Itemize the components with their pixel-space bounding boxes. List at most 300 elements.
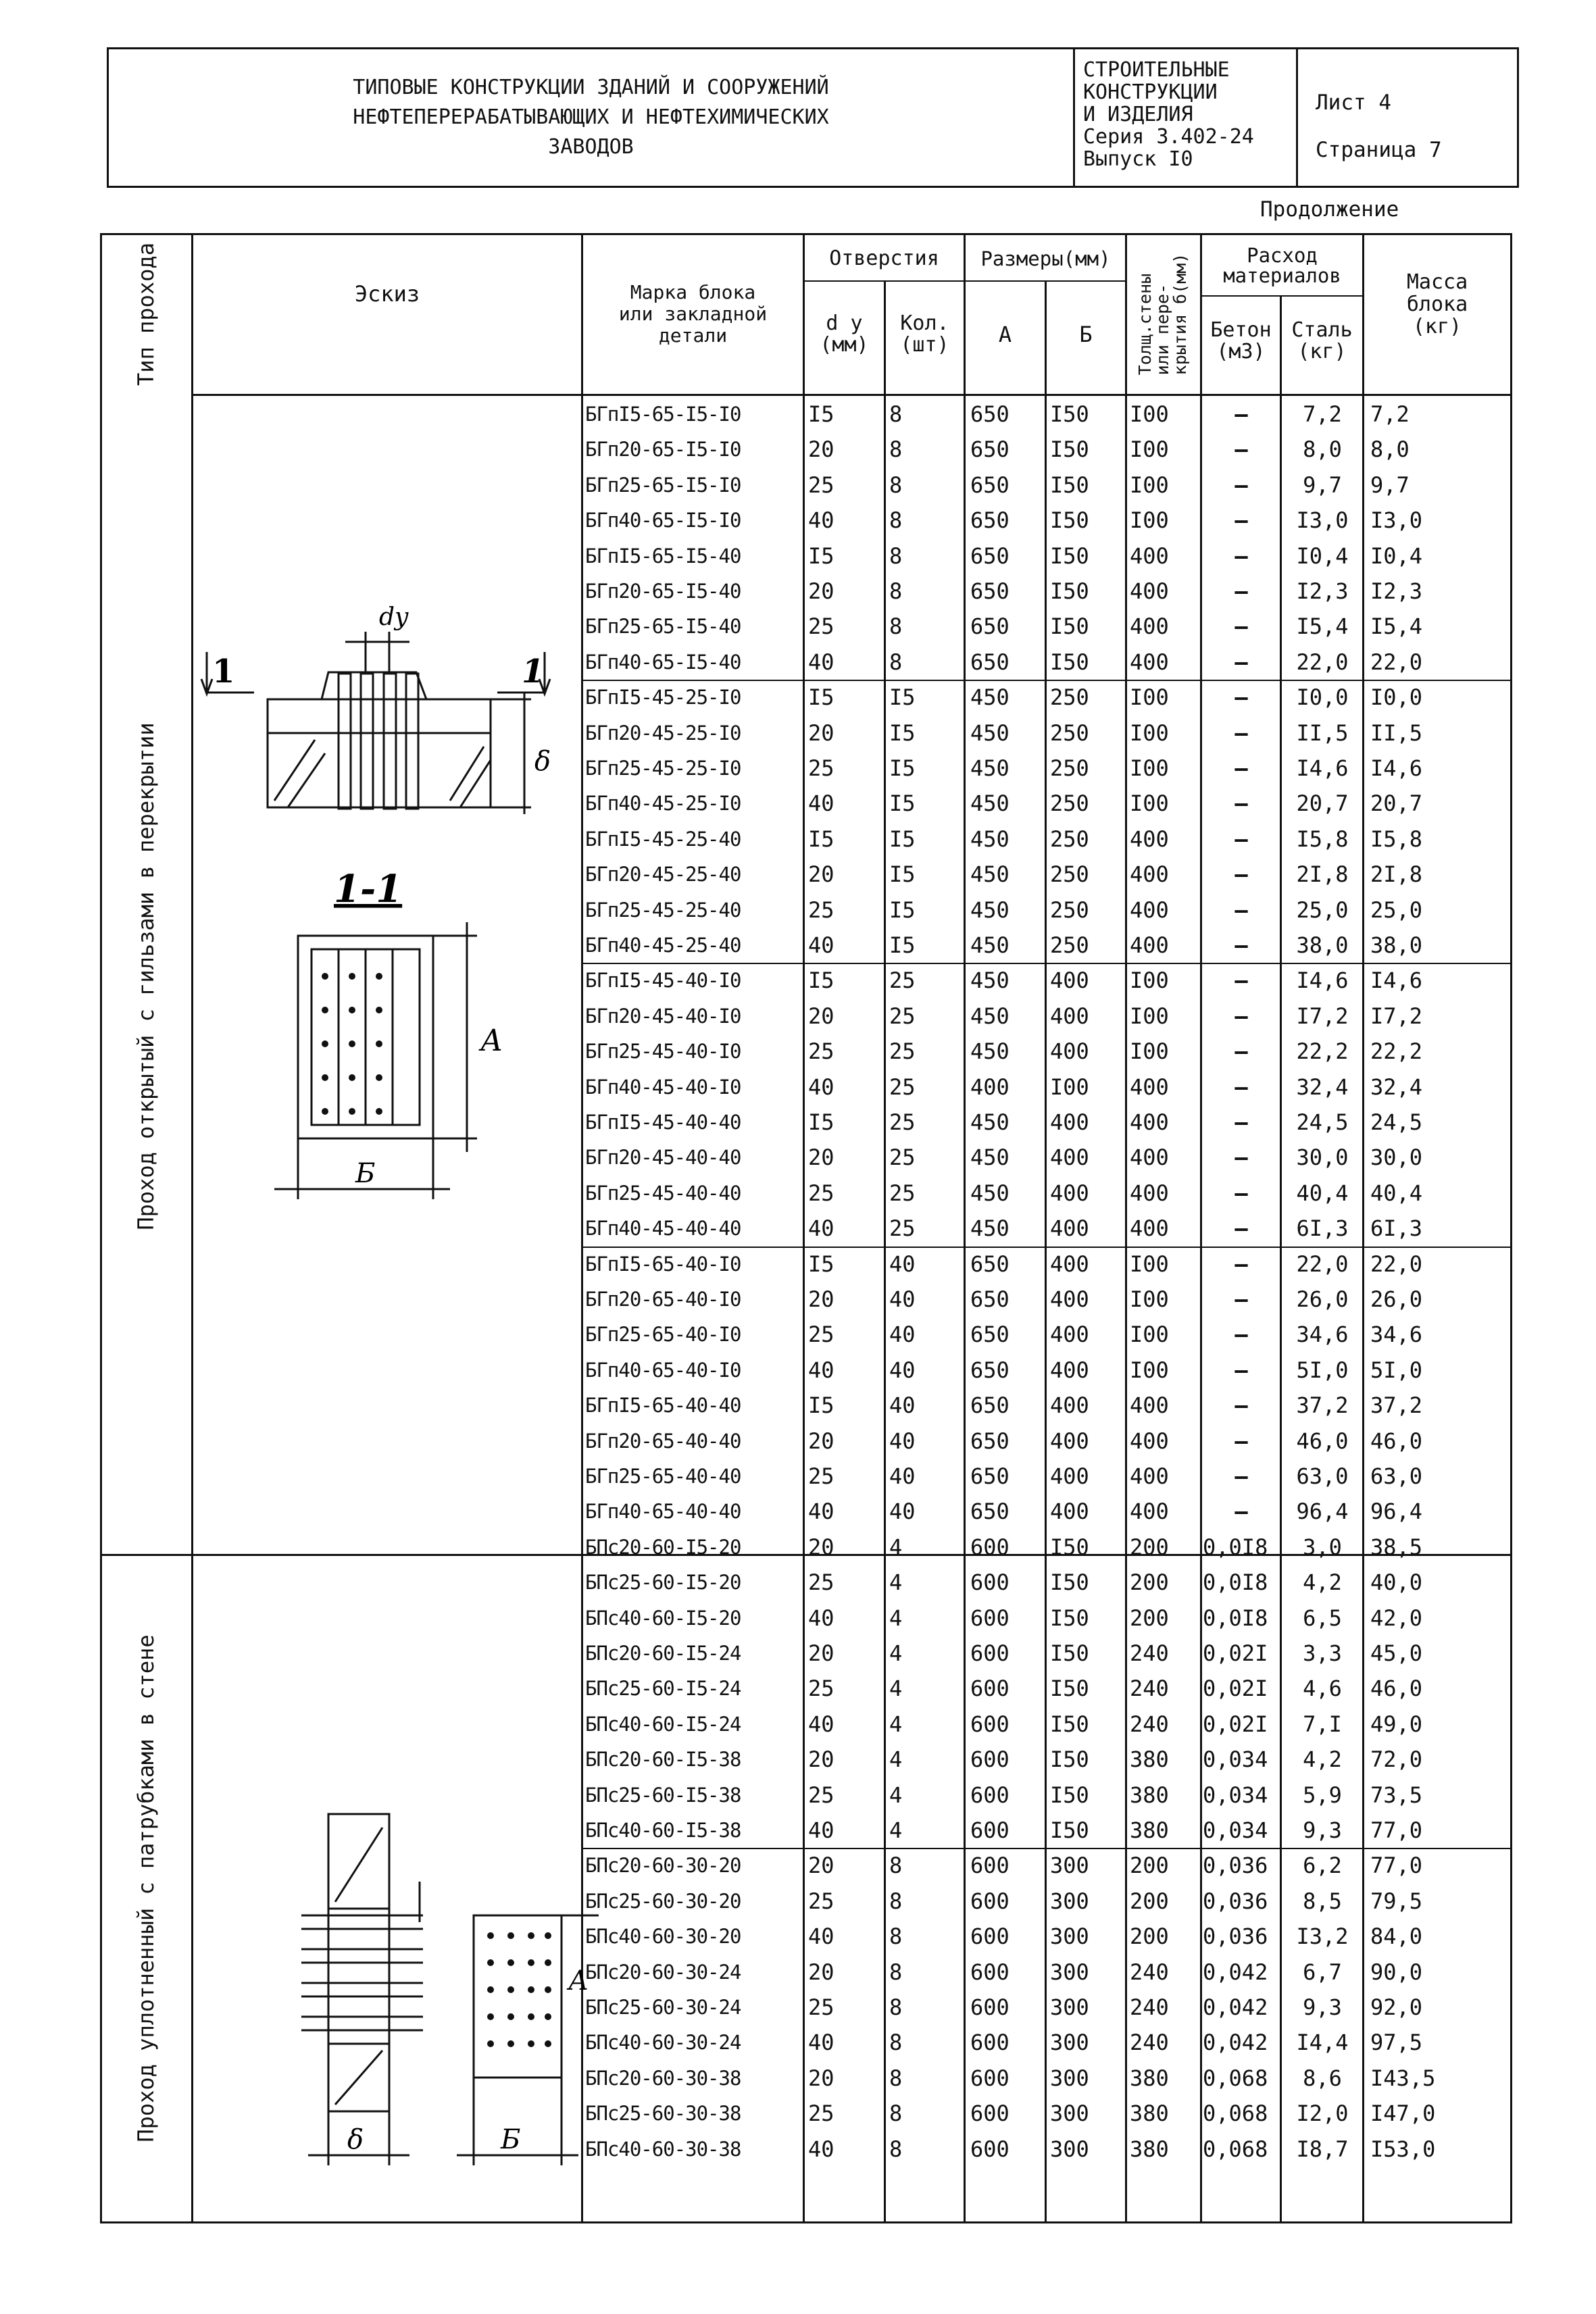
cell-dy: I5 [808,401,834,427]
header-consumption-line: Расход [1247,244,1318,267]
cell-dy: 25 [808,897,834,923]
cell-mass: 79,5 [1370,1888,1423,1914]
cell-a: 450 [970,755,1009,781]
cell-a: 450 [970,1180,1009,1206]
cell-steel: 37,2 [1296,1392,1349,1419]
cell-concrete: – [1235,1038,1248,1065]
cell-qty: I5 [889,720,916,746]
cell-concrete: – [1235,1463,1248,1489]
cell-mass: 25,0 [1370,897,1423,923]
cell-mass: 42,0 [1370,1605,1423,1631]
table-row [100,1247,1512,1282]
cell-mass: 72,0 [1370,1746,1423,1773]
cell-t: 240 [1130,1676,1169,1702]
cell-a: 600 [970,1817,1009,1843]
cell-qty: 4 [889,1569,903,1596]
cell-dy: I5 [808,543,834,569]
table-row [100,2025,1512,2060]
cell-qty: 8 [889,472,903,498]
cell-qty: 40 [889,1463,916,1489]
cell-a: 600 [970,2101,1009,2127]
cell-mass: I43,5 [1370,2065,1436,2091]
cell-mark: БПс20-60-30-24 [585,1960,741,1984]
cell-a: 600 [970,2136,1009,2162]
sheet-number: Лист 4 [1316,91,1391,115]
cell-b: 250 [1050,897,1089,923]
title-category [1075,49,1298,186]
cell-b: 400 [1050,1428,1089,1454]
cell-b: 400 [1050,1215,1089,1242]
cell-concrete: 0,036 [1203,1888,1268,1914]
cell-dy: 20 [808,1746,834,1773]
cell-concrete: 0,042 [1203,2030,1268,2056]
cell-qty: 8 [889,2065,903,2091]
cell-b: I50 [1050,543,1089,569]
cell-t: 400 [1130,1499,1169,1525]
cell-dy: 20 [808,720,834,746]
cell-b: I50 [1050,1746,1089,1773]
cell-concrete: – [1235,1145,1248,1171]
cell-a: 600 [970,1640,1009,1666]
table-row [100,1601,1512,1636]
cell-a: 450 [970,790,1009,817]
cell-qty: 25 [889,1003,916,1029]
cell-t: 400 [1130,826,1169,852]
cell-mass: 9,7 [1370,472,1410,498]
cell-a: 450 [970,1215,1009,1242]
cell-b: I50 [1050,1711,1089,1737]
cell-a: 600 [970,1923,1009,1950]
cell-mark: БПс40-60-30-38 [585,2137,741,2161]
cell-mark: БПс25-60-30-38 [585,2102,741,2126]
cell-a: 450 [970,1145,1009,1171]
header-qty-line: (шт) [900,333,949,357]
header-steel-line: Сталь [1291,318,1353,342]
cell-steel: 34,6 [1296,1322,1349,1348]
cell-mark: БГп20-45-25-40 [585,863,741,886]
cell-steel: I8,7 [1296,2136,1349,2162]
header-mark [583,274,803,355]
table-row [100,892,1512,928]
header-pass-type: Тип прохода [133,243,159,386]
cell-mass: 22,0 [1370,1251,1423,1277]
header-mass-line: блока [1406,292,1468,316]
category-line: Выпуск I0 [1083,147,1193,171]
cell-qty: 40 [889,1392,916,1419]
cell-dy: 25 [808,2101,834,2127]
cell-qty: 4 [889,1711,903,1737]
cell-steel: I7,2 [1296,1003,1349,1029]
header-concrete-line: Бетон [1210,318,1272,342]
header-holes: Отверстия [829,247,939,270]
table-row [100,1813,1512,1848]
cell-qty: 4 [889,1676,903,1702]
cell-steel: 30,0 [1296,1145,1349,1171]
cell-concrete: 0,042 [1203,1959,1268,1985]
cell-qty: 25 [889,967,916,994]
cell-a: 650 [970,472,1009,498]
table-row [100,1282,1512,1317]
cell-qty: 8 [889,2136,903,2162]
cell-a: 650 [970,1428,1009,1454]
cell-mass: I4,6 [1370,755,1423,781]
cell-qty: 8 [889,1923,903,1950]
cell-steel: 24,5 [1296,1109,1349,1135]
cell-mark: БПс40-60-30-24 [585,2031,741,2055]
cell-concrete: – [1235,861,1248,888]
cell-concrete: – [1235,436,1248,463]
cell-mark: БГп20-45-40-I0 [585,1004,741,1028]
header-qty-line: Кол. [900,311,949,335]
header-sketch: Эскиз [354,281,420,307]
cell-b: I50 [1050,507,1089,534]
cell-mark: БГп25-65-I5-40 [585,615,741,638]
cell-mass: 46,0 [1370,1676,1423,1702]
cell-dy: I5 [808,1251,834,1277]
cell-mass: 90,0 [1370,1959,1423,1985]
cell-b: I50 [1050,1676,1089,1702]
cell-mass: 84,0 [1370,1923,1423,1950]
cell-t: 380 [1130,2136,1169,2162]
cell-a: 600 [970,1888,1009,1914]
cell-dy: 25 [808,1994,834,2020]
cell-mass: 40,4 [1370,1180,1423,1206]
cell-concrete: – [1235,1251,1248,1277]
cell-qty: I5 [889,826,916,852]
cell-b: 300 [1050,1959,1089,1985]
cell-mass: 7,2 [1370,401,1410,427]
cell-mark: БГп40-65-I5-I0 [585,509,741,532]
cell-a: 600 [970,1569,1009,1596]
cell-a: 600 [970,1605,1009,1631]
cell-qty: I5 [889,684,916,711]
cell-steel: I3,2 [1296,1923,1349,1950]
cell-dy: 20 [808,1640,834,1666]
cell-a: 450 [970,1038,1009,1065]
cell-concrete: 0,02I [1203,1676,1268,1702]
cell-a: 450 [970,967,1009,994]
cell-t: 400 [1130,1463,1169,1489]
cell-concrete: – [1235,578,1248,604]
cell-steel: 40,4 [1296,1180,1349,1206]
cell-a: 650 [970,649,1009,675]
cell-t: 400 [1130,1074,1169,1100]
cell-dy: 40 [808,1215,834,1242]
table-row [100,1105,1512,1140]
label-cut-left: 1 [212,653,235,690]
table-row [100,1848,1512,1883]
table-row [100,1424,1512,1459]
cell-concrete: – [1235,649,1248,675]
cell-a: 650 [970,401,1009,427]
cell-concrete: – [1235,543,1248,569]
cell-steel: 8,0 [1303,436,1342,463]
cell-b: 300 [1050,1994,1089,2020]
cell-steel: I4,4 [1296,2030,1349,2056]
cell-t: 200 [1130,1534,1169,1560]
cell-qty: 25 [889,1215,916,1242]
cell-a: 450 [970,720,1009,746]
cell-a: 600 [970,1853,1009,1879]
table-row [100,1919,1512,1954]
cell-b: I50 [1050,1569,1089,1596]
table-row [100,1530,1512,1565]
cell-qty: 8 [889,2101,903,2127]
cell-dy: 25 [808,1676,834,1702]
cell-concrete: – [1235,1286,1248,1312]
cell-concrete: – [1235,1215,1248,1242]
cell-concrete: – [1235,755,1248,781]
category-line: Серия 3.402-24 [1083,125,1254,149]
cell-dy: 20 [808,1145,834,1171]
table-row [100,2132,1512,2167]
cell-mass: 34,6 [1370,1322,1423,1348]
cell-b: 400 [1050,1463,1089,1489]
cell-t: 240 [1130,1711,1169,1737]
cell-b: 250 [1050,826,1089,852]
cell-qty: 40 [889,1286,916,1312]
cell-concrete: – [1235,507,1248,534]
table-row [100,1636,1512,1671]
cell-mass: 45,0 [1370,1640,1423,1666]
cell-b: I50 [1050,1534,1089,1560]
table-row [100,574,1512,609]
cell-dy: 40 [808,1499,834,1525]
cell-concrete: 0,068 [1203,2136,1268,2162]
header-mark-line: детали [658,324,728,347]
cell-mark: БГп20-65-I5-I0 [585,438,741,461]
table-row [100,963,1512,998]
header-sizes: Размеры(мм) [980,247,1111,270]
cell-dy: 40 [808,507,834,534]
table-row [100,2096,1512,2131]
title-block [107,47,1519,188]
label-cut-right: 1 [522,653,545,690]
cell-concrete: 0,034 [1203,1817,1268,1843]
cell-t: I00 [1130,1251,1169,1277]
table-row [100,503,1512,538]
cell-b: 250 [1050,932,1089,958]
cell-mass: 32,4 [1370,1074,1423,1100]
cell-steel: 6,2 [1303,1853,1342,1879]
cell-mass: 22,0 [1370,649,1423,675]
header-qty [886,294,964,375]
cell-mark: БПс40-60-I5-38 [585,1819,741,1842]
cell-mark: БГп25-65-40-40 [585,1465,741,1488]
cell-dy: 20 [808,1428,834,1454]
header-consumption [1202,237,1362,294]
cell-steel: 9,3 [1303,1817,1342,1843]
cell-b: 300 [1050,2030,1089,2056]
cell-qty: 8 [889,613,903,640]
cell-mass: I5,8 [1370,826,1423,852]
cell-dy: 20 [808,1853,834,1879]
cell-a: 650 [970,1392,1009,1419]
cell-a: 600 [970,1994,1009,2020]
cell-a: 600 [970,2030,1009,2056]
cell-dy: 20 [808,1534,834,1560]
cell-mass: 38,0 [1370,932,1423,958]
table-row [100,1459,1512,1494]
cell-mass: II,5 [1370,720,1423,746]
cell-dy: 40 [808,1605,834,1631]
cell-t: 380 [1130,1746,1169,1773]
cell-dy: 40 [808,1817,834,1843]
cell-dy: 25 [808,1888,834,1914]
cell-a: 450 [970,1003,1009,1029]
cell-mass: I5,4 [1370,613,1423,640]
cell-qty: 25 [889,1074,916,1100]
group-rule [581,963,1512,964]
cell-t: 240 [1130,1640,1169,1666]
cell-dy: 40 [808,1357,834,1383]
cell-a: 650 [970,507,1009,534]
cell-steel: 4,2 [1303,1569,1342,1596]
table-row [100,1317,1512,1352]
header-concrete-line: (м3) [1216,340,1266,363]
table-row [100,999,1512,1034]
table-row [100,2061,1512,2096]
cell-concrete: – [1235,967,1248,994]
cell-dy: 20 [808,2065,834,2091]
table-row [100,1140,1512,1175]
cell-mass: 37,2 [1370,1392,1423,1419]
header-thickness [1137,253,1189,376]
title-line: НЕФТЕПЕРЕРАБАТЫВАЮЩИХ И НЕФТЕХИМИЧЕСКИХ [353,105,829,129]
cell-t: 400 [1130,932,1169,958]
label-a: А [568,1965,589,1996]
cell-steel: 7,I [1303,1711,1342,1737]
label-b: Б [501,2124,521,2155]
cell-dy: 20 [808,1003,834,1029]
cell-mass: 77,0 [1370,1817,1423,1843]
cell-steel: 2I,8 [1296,861,1349,888]
cell-dy: I5 [808,684,834,711]
cell-qty: 8 [889,1853,903,1879]
cell-concrete: – [1235,790,1248,817]
table-row [100,1707,1512,1742]
cell-a: 650 [970,1322,1009,1348]
cell-t: 400 [1130,1428,1169,1454]
cell-qty: I5 [889,861,916,888]
cell-b: 400 [1050,1286,1089,1312]
cell-concrete: 0,0I8 [1203,1605,1268,1631]
page-number: Страница 7 [1316,138,1442,162]
cell-concrete: 0,068 [1203,2065,1268,2091]
cell-steel: 4,2 [1303,1746,1342,1773]
table-row [100,680,1512,715]
table-row [100,715,1512,751]
cell-mark: БГпI5-45-25-I0 [585,686,741,709]
cell-a: 600 [970,1782,1009,1808]
cell-steel: I3,0 [1296,507,1349,534]
cell-dy: 20 [808,1286,834,1312]
cell-qty: 40 [889,1322,916,1348]
header-mark-line: или закладной [618,303,768,325]
rule [100,2221,1512,2223]
header-dy-line: (мм) [820,333,869,357]
cell-concrete: – [1235,1322,1248,1348]
cell-a: 600 [970,1959,1009,1985]
header-concrete [1202,301,1280,382]
label-delta: δ [534,746,551,777]
cell-dy: 40 [808,1711,834,1737]
cell-b: 400 [1050,1145,1089,1171]
cell-steel: 4,6 [1303,1676,1342,1702]
cell-t: 400 [1130,1145,1169,1171]
cell-t: 400 [1130,1215,1169,1242]
cell-b: I50 [1050,613,1089,640]
rule [191,394,1512,396]
cell-concrete: – [1235,1180,1248,1206]
cell-concrete: – [1235,1392,1248,1419]
cell-dy: 25 [808,1322,834,1348]
cell-t: I00 [1130,1322,1169,1348]
label-delta: δ [347,2124,364,2155]
cell-qty: 8 [889,1959,903,1985]
cell-qty: 4 [889,1640,903,1666]
table-row [100,1388,1512,1423]
header-size-a: А [998,322,1012,347]
cell-b: I50 [1050,649,1089,675]
table-row [100,857,1512,892]
cell-concrete: – [1235,1074,1248,1100]
cell-qty: 8 [889,2030,903,2056]
cell-mark: БГп20-45-25-I0 [585,721,741,745]
group-rule [581,1848,1512,1849]
cell-mark: БГп20-45-40-40 [585,1146,741,1169]
cell-t: I00 [1130,1286,1169,1312]
cell-a: 600 [970,1711,1009,1737]
cell-qty: 40 [889,1428,916,1454]
cell-mark: БПс25-60-30-20 [585,1889,741,1913]
table-row [100,468,1512,503]
title-line: ТИПОВЫЕ КОНСТРУКЦИИ ЗДАНИЙ И СООРУЖЕНИЙ [353,76,829,99]
cell-concrete: 0,034 [1203,1782,1268,1808]
cell-b: 400 [1050,967,1089,994]
cell-b: I50 [1050,1640,1089,1666]
cell-concrete: 0,042 [1203,1994,1268,2020]
table-row [100,751,1512,786]
cell-t: 400 [1130,1109,1169,1135]
cell-dy: 20 [808,1959,834,1985]
cell-dy: 40 [808,649,834,675]
header-steel [1282,301,1362,382]
cell-t: 200 [1130,1853,1169,1879]
cell-dy: 20 [808,436,834,463]
cell-a: 650 [970,543,1009,569]
cell-mass: I47,0 [1370,2101,1436,2127]
cell-mass: I3,0 [1370,507,1423,534]
cell-t: 380 [1130,2065,1169,2091]
title-main [109,49,1075,186]
cell-concrete: – [1235,932,1248,958]
cell-mark: БГп40-45-25-40 [585,934,741,957]
cell-b: I50 [1050,436,1089,463]
header-thickness-line: крытия б(мм) [1170,253,1190,376]
cell-mark: БГп40-45-40-40 [585,1217,741,1240]
cell-a: 600 [970,1534,1009,1560]
cell-steel: 46,0 [1296,1428,1349,1454]
cell-a: 650 [970,1499,1009,1525]
table-row [100,928,1512,963]
cell-dy: 20 [808,861,834,888]
cell-t: 240 [1130,1959,1169,1985]
cell-mark: БГп40-65-40-40 [585,1500,741,1524]
cell-concrete: 0,068 [1203,2101,1268,2127]
cell-b: 250 [1050,790,1089,817]
cell-t: I00 [1130,790,1169,817]
